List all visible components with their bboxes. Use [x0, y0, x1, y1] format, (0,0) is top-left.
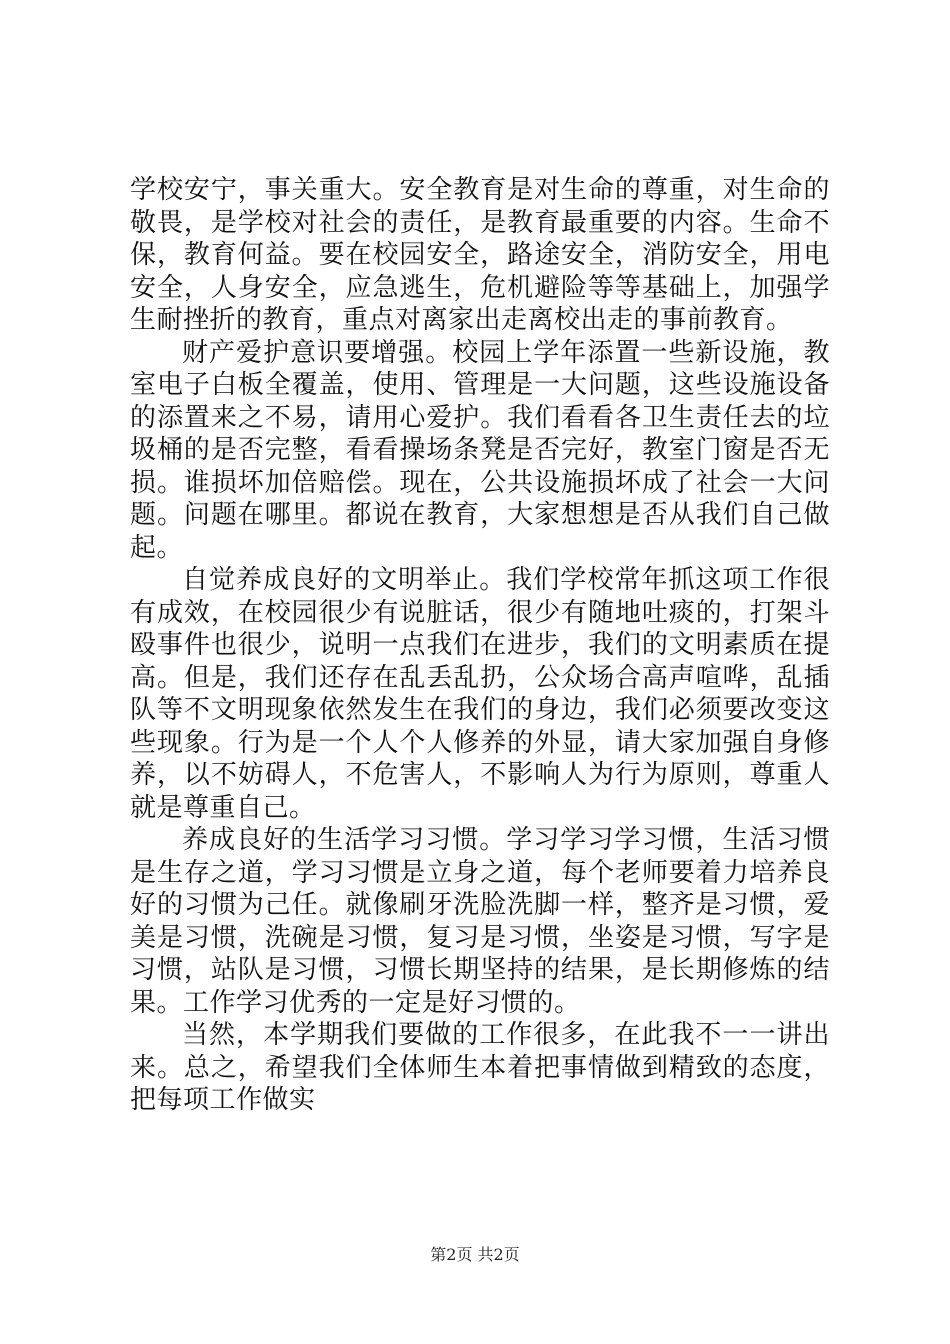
paragraph-safety: 学校安宁，事关重大。安全教育是对生命的尊重，对生命的敬畏，是学校对社会的责任，是教育最重要的内容。生命不保，教育何益。要在校园安全，路途安全，消防安全，用电安全，人身安全，应急逃生，危机避险等等基础上，加强学生耐挫折的教育，重点对离家出走离校出走的事前教育。: [130, 175, 830, 335]
paragraph-habits: 养成良好的生活学习习惯。学习学习学习惯，生活习惯是生存之道，学习习惯是立身之道，每个老师要着力培养良好的习惯为己任。就像刷牙洗脸洗脚一样，整齐是习惯，爱美是习惯，洗碗是习惯，复习是习惯，坐姿是习惯，写字是习惯，站队是习惯，习惯长期坚持的结果，是长期修炼的结果。工作学习优秀的一定是好习惯的。: [130, 825, 830, 1018]
paragraph-property: 财产爱护意识要增强。校园上学年添置一些新设施，教室电子白板全覆盖，使用、管理是一大问题，这些设施设备的添置来之不易，请用心爱护。我们看看各卫生责任去的垃圾桶的是否完整，看看操场条凳是否完好，教室门窗是否无损。谁损坏加倍赔偿。现在，公共设施损坏成了社会一大问题。问题在哪里。都说在教育，大家想想是否从我们自己做起。: [130, 337, 830, 563]
paragraph-conclusion: 当然，本学期我们要做的工作很多，在此我不一一讲出来。总之，希望我们全体师生本着把事情做到精致的态度，把每项工作做实: [130, 1020, 830, 1115]
page-footer: 第2页 共2页: [430, 1245, 520, 1264]
document-body: [130, 174, 830, 1117]
paragraph-civility: 自觉养成良好的文明举止。我们学校常年抓这项工作很有成效，在校园很少有说脏话，很少有随地吐痰的，打架斗殴事件也很少，说明一点我们在进步，我们的文明素质在提高。但是，我们还存在乱丢乱扔，公众场合高声喧哗，乱插队等不文明现象依然发生在我们的身边，我们必须要改变这些现象。行为是一个人个人修养的外显，请大家加强自身修养，以不妨碍人，不危害人，不影响人为行为原则，尊重人就是尊重自己。: [130, 565, 830, 823]
